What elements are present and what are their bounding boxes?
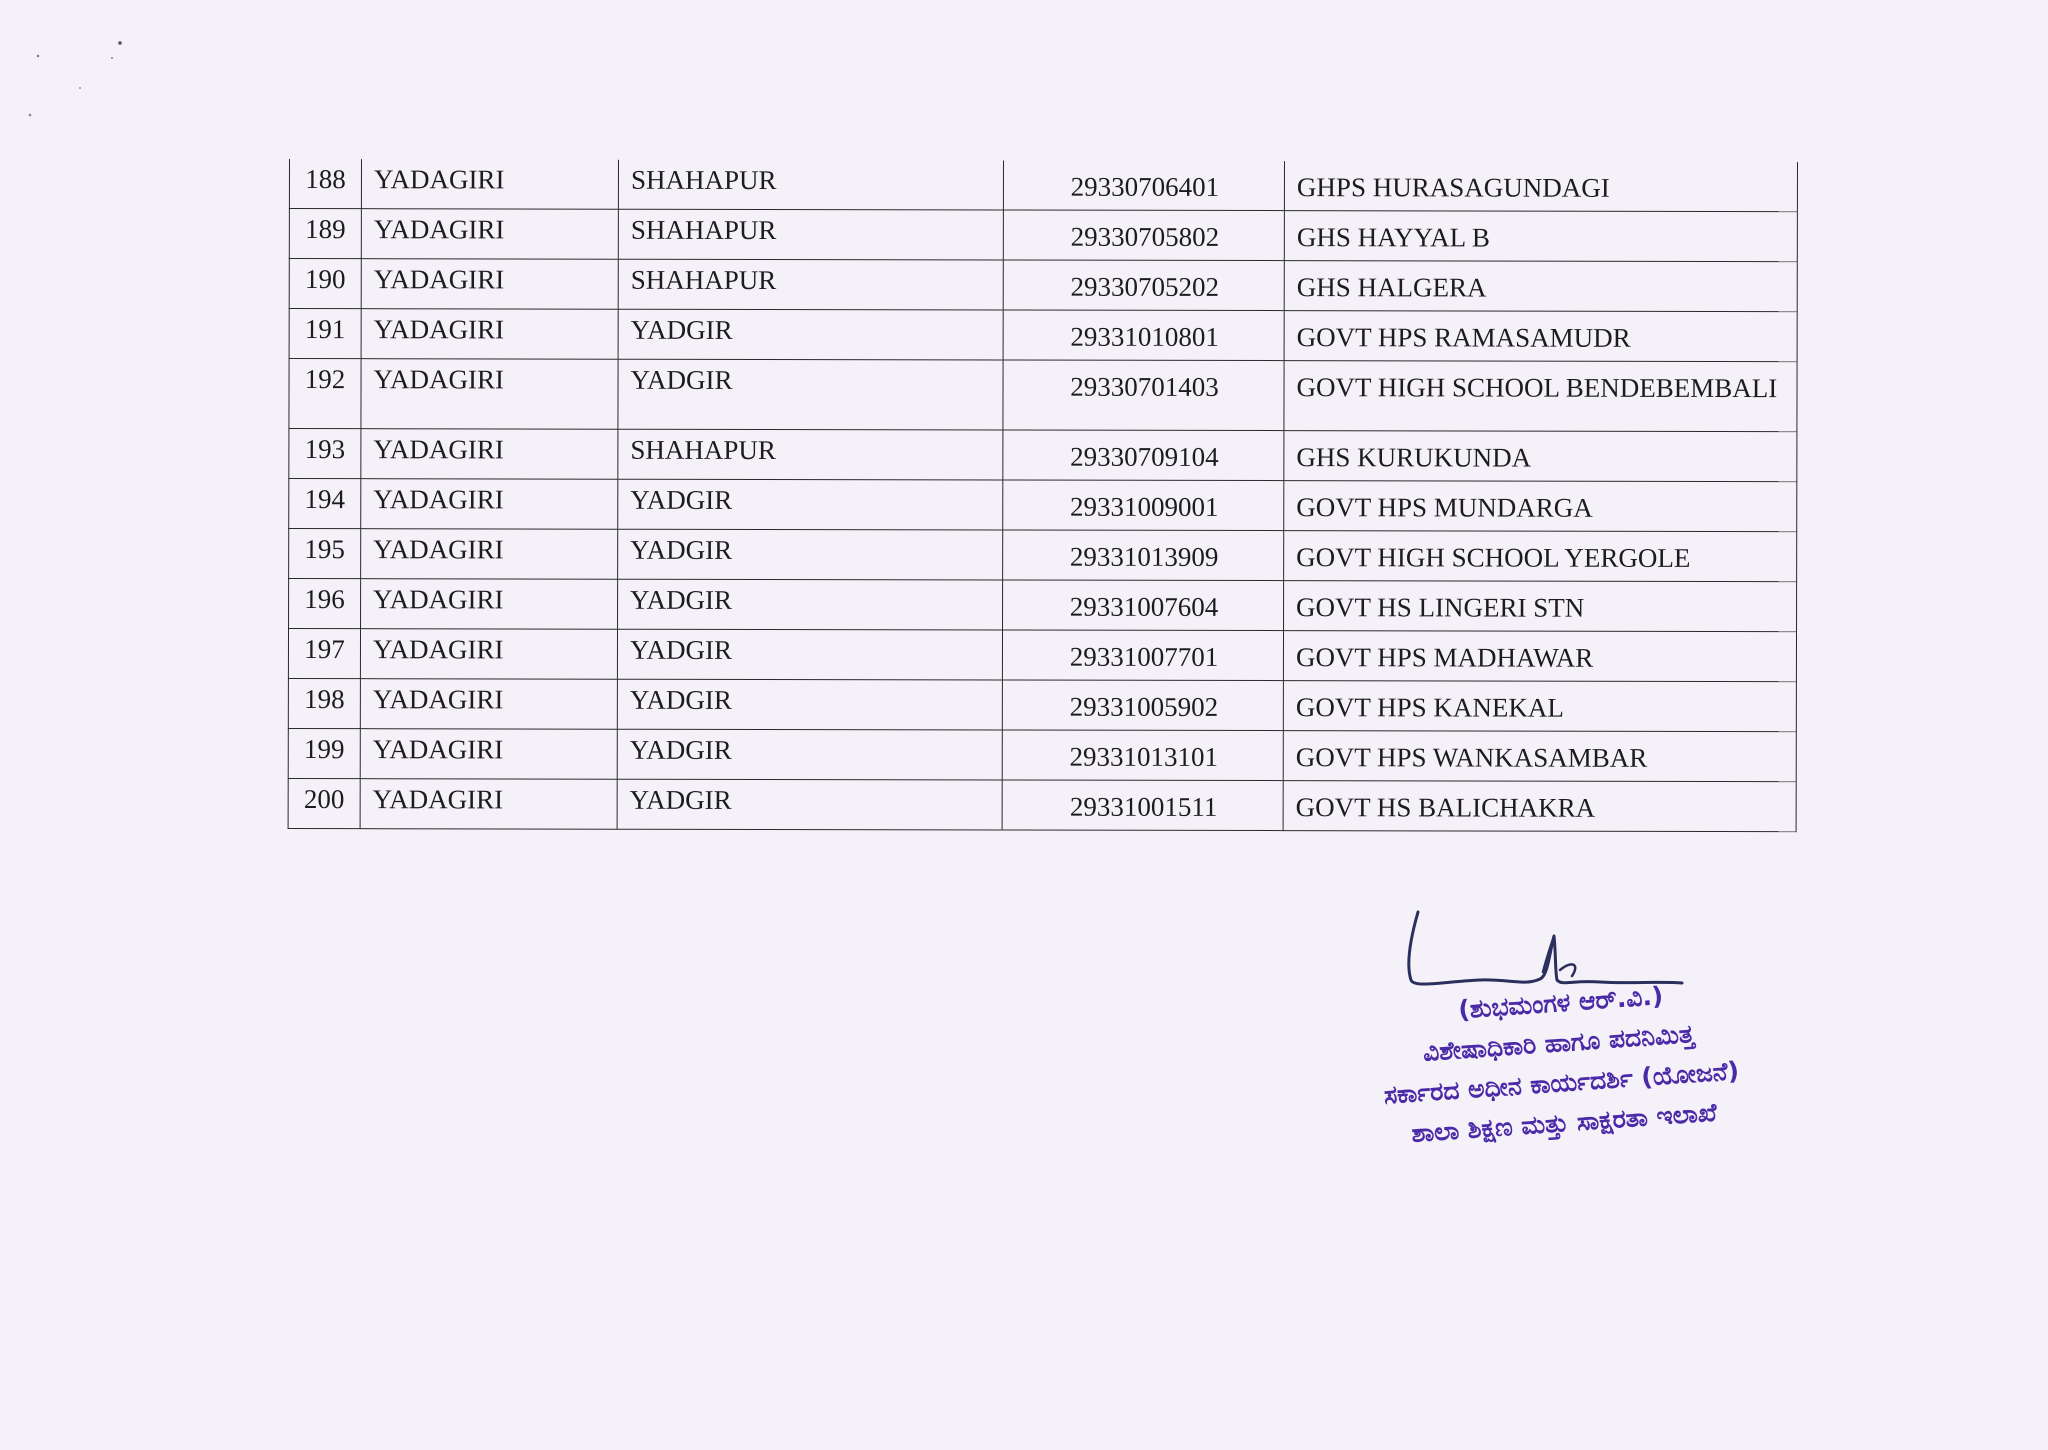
table-body bbox=[288, 159, 1797, 832]
cell-district: YADAGIRI bbox=[360, 629, 617, 680]
stamp-line-name: (ಶುಭಮಂಗಳ ಆರ್.ವಿ.) bbox=[1457, 981, 1665, 1025]
cell-udise-code: 29331013909 bbox=[1003, 530, 1284, 581]
cell-school-name: GOVT HPS RAMASAMUDR bbox=[1284, 311, 1797, 362]
cell-district: YADAGIRI bbox=[361, 259, 618, 310]
cell-district: YADAGIRI bbox=[361, 479, 618, 530]
cell-district: YADAGIRI bbox=[361, 309, 618, 360]
cell-district: YADAGIRI bbox=[361, 159, 618, 209]
cell-serial-number: 192 bbox=[289, 359, 361, 429]
cell-district: YADAGIRI bbox=[361, 429, 618, 480]
cell-district: YADAGIRI bbox=[360, 779, 617, 830]
table-row bbox=[289, 529, 1797, 582]
stamp-line-designation: ವಿಶೇಷಾಧಿಕಾರಿ ಹಾಗೂ ಪದನಿಮಿತ್ತ bbox=[1422, 1019, 1696, 1067]
cell-serial-number: 200 bbox=[288, 778, 360, 828]
cell-district: YADAGIRI bbox=[361, 209, 618, 260]
table-row bbox=[288, 728, 1796, 781]
cell-school-name: GOVT HPS WANKASAMBAR bbox=[1283, 731, 1796, 782]
cell-school-name: GOVT HS BALICHAKRA bbox=[1283, 781, 1796, 832]
cell-block: YADGIR bbox=[617, 729, 1002, 780]
cell-udise-code: 29330709104 bbox=[1003, 430, 1284, 481]
cell-serial-number: 190 bbox=[289, 259, 361, 309]
table-row bbox=[288, 629, 1796, 682]
cell-udise-code: 29330705802 bbox=[1003, 210, 1284, 261]
cell-udise-code: 29331001511 bbox=[1002, 780, 1283, 831]
cell-block: YADGIR bbox=[618, 529, 1003, 580]
table-row bbox=[289, 359, 1797, 432]
cell-udise-code: 29331010801 bbox=[1003, 310, 1284, 361]
cell-school-name: GHS KURUKUNDA bbox=[1284, 431, 1797, 482]
cell-block: SHAHAPUR bbox=[618, 160, 1003, 210]
table-row bbox=[289, 309, 1797, 362]
cell-school-name: GOVT HIGH SCHOOL BENDEBEMBALI bbox=[1284, 361, 1797, 432]
cell-school-name: GOVT HIGH SCHOOL YERGOLE bbox=[1284, 531, 1797, 582]
cell-block: YADGIR bbox=[618, 579, 1003, 630]
table-row bbox=[289, 429, 1797, 482]
cell-serial-number: 197 bbox=[288, 629, 360, 679]
cell-serial-number: 198 bbox=[288, 678, 360, 728]
cell-udise-code: 29330705202 bbox=[1003, 260, 1284, 311]
cell-serial-number: 194 bbox=[289, 479, 361, 529]
cell-district: YADAGIRI bbox=[360, 729, 617, 780]
cell-block: YADGIR bbox=[618, 309, 1003, 360]
cell-school-name: GOVT HPS MUNDARGA bbox=[1284, 481, 1797, 532]
cell-serial-number: 199 bbox=[288, 728, 360, 778]
cell-district: YADAGIRI bbox=[360, 679, 617, 730]
cell-serial-number: 191 bbox=[289, 309, 361, 359]
cell-block: SHAHAPUR bbox=[618, 259, 1003, 310]
table-row bbox=[289, 259, 1797, 312]
cell-udise-code: 29330701403 bbox=[1003, 360, 1284, 431]
cell-serial-number: 195 bbox=[289, 529, 361, 579]
cell-udise-code: 29331007604 bbox=[1003, 580, 1284, 631]
cell-udise-code: 29331007701 bbox=[1002, 630, 1283, 681]
cell-serial-number: 193 bbox=[289, 429, 361, 479]
cell-school-name: GHS HAYYAL B bbox=[1284, 211, 1797, 262]
table-row bbox=[289, 479, 1797, 532]
cell-school-name: GOVT HPS MADHAWAR bbox=[1283, 631, 1796, 682]
cell-serial-number: 188 bbox=[289, 159, 361, 209]
table-row bbox=[289, 159, 1797, 212]
cell-block: YADGIR bbox=[617, 629, 1002, 680]
table-row bbox=[289, 209, 1797, 262]
official-stamp bbox=[1320, 967, 1801, 1169]
cell-serial-number: 196 bbox=[289, 579, 361, 629]
cell-district: YADAGIRI bbox=[361, 359, 618, 430]
cell-serial-number: 189 bbox=[289, 209, 361, 259]
scan-specks bbox=[0, 0, 140, 140]
table-row bbox=[288, 778, 1796, 831]
cell-school-name: GOVT HS LINGERI STN bbox=[1284, 581, 1797, 632]
cell-udise-code: 29331013101 bbox=[1002, 730, 1283, 781]
cell-block: SHAHAPUR bbox=[618, 209, 1003, 260]
cell-district: YADAGIRI bbox=[361, 579, 618, 630]
cell-udise-code: 29331009001 bbox=[1003, 480, 1284, 531]
table-row bbox=[289, 579, 1797, 632]
cell-school-name: GHS HALGERA bbox=[1284, 261, 1797, 312]
stamp-line-post: ಸರ್ಕಾರದ ಅಧೀನ ಕಾರ್ಯದರ್ಶಿ (ಯೋಜನೆ) bbox=[1382, 1055, 1740, 1110]
cell-block: YADGIR bbox=[618, 479, 1003, 530]
cell-block: YADGIR bbox=[618, 359, 1003, 430]
cell-block: SHAHAPUR bbox=[618, 429, 1003, 480]
school-list-table bbox=[288, 159, 1798, 832]
cell-udise-code: 29331005902 bbox=[1002, 680, 1283, 731]
cell-udise-code: 29330706401 bbox=[1003, 160, 1284, 210]
cell-school-name: GHPS HURASAGUNDAGI bbox=[1284, 161, 1797, 212]
cell-block: YADGIR bbox=[617, 679, 1002, 730]
cell-block: YADGIR bbox=[617, 779, 1002, 830]
stamp-line-department: ಶಾಲಾ ಶಿಕ್ಷಣ ಮತ್ತು ಸಾಕ್ಷರತಾ ಇಲಾಖೆ bbox=[1410, 1097, 1718, 1148]
cell-district: YADAGIRI bbox=[361, 529, 618, 580]
table-row bbox=[288, 678, 1796, 731]
cell-school-name: GOVT HPS KANEKAL bbox=[1283, 681, 1796, 732]
